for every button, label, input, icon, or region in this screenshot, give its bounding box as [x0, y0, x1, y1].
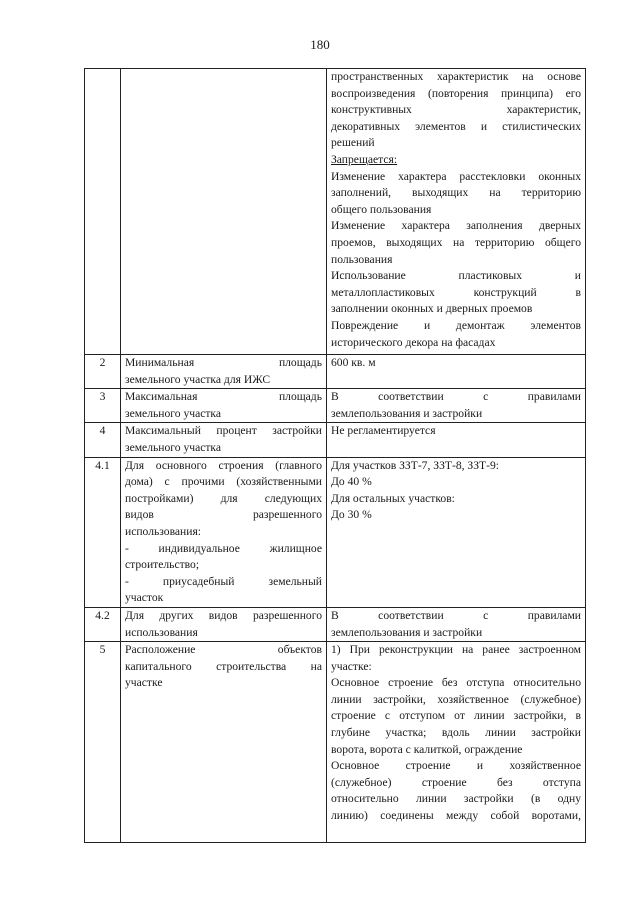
parameter-name-line: Максимальный процент застройки [125, 424, 322, 438]
parameter-value-line: В соответствии с правилами [331, 608, 581, 622]
parameter-value-line: общего пользования [331, 202, 432, 216]
parameter-value-line: Не регламентируется [331, 424, 436, 438]
parameter-value-line: 1) При реконструкции на ранее застроенном [331, 643, 581, 657]
table-row [85, 389, 586, 423]
parameter-value-line: воспроизведения (повторения принципа) его [331, 86, 581, 100]
parameter-value-line: металлопластиковых конструкций в [331, 285, 581, 299]
parameter-value-line: конструктивных характеристик, [331, 103, 581, 117]
parameter-value-line: 600 кв. м [331, 356, 376, 369]
row-number: 3 [85, 389, 121, 423]
page-number: 180 [310, 37, 330, 52]
parameter-value-line: Использование пластиковых и [331, 269, 581, 283]
parameter-value-line: Запрещается: [331, 152, 398, 166]
regulations-table [84, 68, 586, 843]
parameter-name-line: участок [125, 591, 164, 605]
parameter-value-line: строение с отступом от линии застройки, в [331, 709, 581, 723]
parameter-value-line: Повреждение и демонтаж элементов [331, 318, 581, 332]
parameter-value-line: Основное строение и хозяйственное [331, 759, 581, 773]
row-number: 4.1 [85, 457, 121, 607]
parameter-name-line: дома) с прочими (хозяйственными [125, 475, 322, 489]
parameter-value-line: Изменение характера расстекловки оконных [331, 169, 581, 183]
parameter-value-line: Изменение характера заполнения дверных [331, 219, 581, 233]
parameter-name [121, 355, 327, 389]
parameter-value-line: пользования [331, 252, 393, 266]
parameter-value-line: относительно линии застройки (в одну [331, 792, 581, 806]
parameter-value [327, 423, 586, 457]
parameter-name-line: капитального строительства на [125, 659, 322, 673]
parameter-name-line: Для основного строения (главного [125, 458, 322, 472]
parameter-value-line: глубине участка; вдоль линии застройки [331, 726, 581, 740]
parameter-name [121, 389, 327, 423]
parameter-value [327, 69, 586, 355]
parameter-name-line: - индивидуальное жилищное [125, 541, 322, 555]
row-number: 5 [85, 642, 121, 843]
parameter-value-line: заполнении оконных и дверных проемов [331, 302, 533, 316]
parameter-value [327, 457, 586, 607]
parameter-name-line: Максимальная площадь [125, 390, 322, 404]
table-row [85, 69, 586, 355]
parameter-name [121, 69, 327, 355]
parameter-value-line: Основное строение без отступа относительно [331, 676, 581, 690]
parameter-value-line: заполнений, выходящих на территорию [331, 186, 581, 200]
parameter-name-line: Расположение объектов [125, 643, 322, 657]
parameter-value-line: землепользования и застройки [331, 625, 483, 639]
row-number: 4 [85, 423, 121, 457]
parameter-value-line: (служебное) строение без отступа [331, 775, 581, 789]
parameter-name-line: использования [125, 625, 198, 639]
table-row [85, 355, 586, 389]
row-number: 2 [85, 355, 121, 389]
parameter-name-line: Для других видов разрешенного [125, 608, 322, 622]
table-row [85, 457, 586, 607]
parameter-name-line: строительство; [125, 558, 200, 572]
parameter-value-line: Для остальных участков: [331, 491, 455, 505]
parameter-value [327, 355, 586, 389]
parameter-value-line: линии застройки, хозяйственное (служебное) [331, 692, 581, 706]
parameter-value-line: декоративных элементов и стилистических [331, 119, 581, 133]
row-number: 4.2 [85, 607, 121, 641]
parameter-name [121, 607, 327, 641]
row-number [85, 69, 121, 355]
parameter-value [327, 607, 586, 641]
parameter-name-line: земельного участка [125, 406, 222, 420]
parameter-name-line: земельного участка для ИЖС [125, 372, 271, 386]
parameter-name-line: видов разрешенного [125, 508, 322, 522]
table-row [85, 642, 586, 843]
parameter-value-line: До 30 % [331, 508, 372, 522]
table-row [85, 607, 586, 641]
parameter-value [327, 389, 586, 423]
parameter-value-line: землепользования и застройки [331, 406, 483, 420]
parameter-name [121, 457, 327, 607]
parameter-value-line: решений [331, 136, 375, 150]
parameter-name-line: земельного участка [125, 440, 222, 454]
parameter-value-line: проемов, выходящих на территорию общего [331, 235, 581, 249]
parameter-name [121, 642, 327, 843]
parameter-value [327, 642, 586, 843]
parameter-name-line: постройками) для следующих [125, 491, 322, 505]
parameter-value-line: До 40 % [331, 475, 372, 489]
parameter-value-line: пространственных характеристик на основе [331, 70, 581, 83]
parameter-name-line: Минимальная площадь [125, 356, 322, 369]
parameter-name-line: - приусадебный земельный [125, 574, 322, 588]
parameter-name-line: участке [125, 676, 163, 690]
parameter-value-line: В соответствии с правилами [331, 390, 581, 404]
parameter-name [121, 423, 327, 457]
parameter-name-line: использования: [125, 524, 202, 538]
parameter-value-line: линию) соединены между собой воротами, [331, 809, 581, 823]
parameter-value-line: исторического декора на фасадах [331, 335, 496, 349]
parameter-value-line: участке: [331, 659, 372, 673]
parameter-value-line: Для участков ЗЗТ-7, ЗЗТ-8, ЗЗТ-9: [331, 458, 500, 472]
parameter-value-line: ворота, ворота с калиткой, ограждение [331, 742, 523, 756]
table-row [85, 423, 586, 457]
